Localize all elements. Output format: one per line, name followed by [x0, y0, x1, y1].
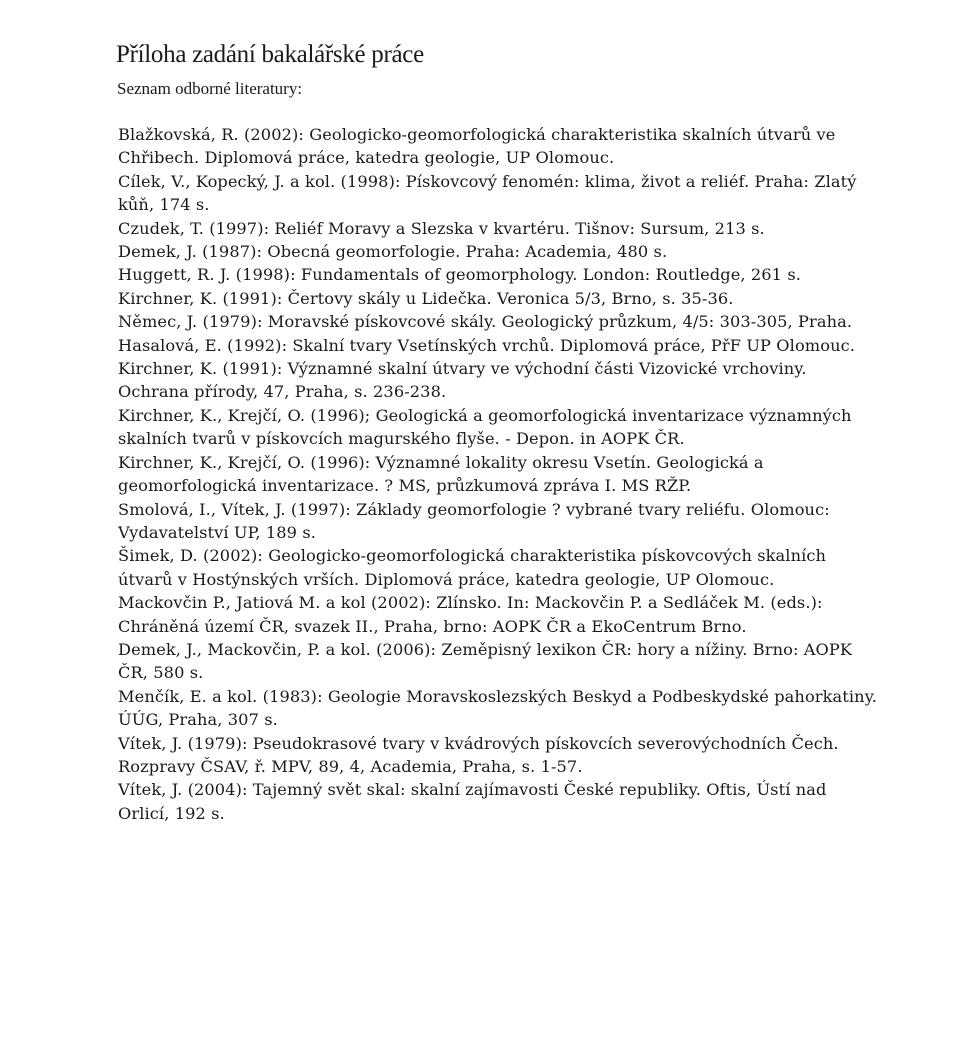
reference-item: Kirchner, K. (1991): Významné skalní útvary ve východní části Vizovické vrchoviny. Ochrana přírody, 47, Praha, s. 236-238. — [118, 359, 807, 402]
document-subtitle: Seznam odborné literatury: — [117, 79, 303, 98]
document-title: Příloha zadání bakalářské práce — [116, 41, 424, 68]
reference-item: Kirchner, K. (1991): Čertovy skály u Lidečka. Veronica 5/3, Brno, s. 35-36. — [118, 288, 734, 308]
reference-item: Huggett, R. J. (1998): Fundamentals of geomorphology. London: Routledge, 261 s. — [118, 265, 801, 285]
reference-item: Czudek, T. (1997): Reliéf Moravy a Slezska v kvartéru. Tišnov: Sursum, 213 s. — [118, 218, 765, 238]
reference-item: Cílek, V., Kopecký, J. a kol. (1998): Pískovcový fenomén: klima, život a reliéf. Praha: Zlatý kůň, 174 s. — [118, 171, 857, 215]
reference-item: Němec, J. (1979): Moravské pískovcové skály. Geologický průzkum, 4/5: 303-305, Praha. — [118, 312, 853, 332]
reference-item: Demek, J. (1987): Obecná geomorfologie. Praha: Academia, 480 s. — [118, 242, 668, 262]
reference-item: Kirchner, K., Krejčí, O. (1996); Geologická a geomorfologická inventarizace významných skalních tvarů v pískovcích magurského flyše. - Depon. in AOPK ČR. — [118, 405, 852, 449]
reference-item: Blažkovská, R. (2002): Geologicko-geomorfologická charakteristika skalních útvarů ve Chřibech. Diplomová práce, katedra geologie, UP Olomouc. — [118, 125, 836, 168]
reference-item: Demek, J., Mackovčin, P. a kol. (2006): Zeměpisný lexikon ČR: hory a nížiny. Brno: AOPK ČR, 580 s. — [118, 639, 853, 683]
reference-item: Menčík, E. a kol. (1983): Geologie Moravskoslezských Beskyd a Podbeskydské pahorkatiny. ÚÚG, Praha, 307 s. — [118, 686, 878, 730]
reference-item: Smolová, I., Vítek, J. (1997): Základy geomorfologie ? vybrané tvary reliéfu. Olomouc: Vydavatelství UP, 189 s. — [118, 499, 830, 542]
reference-item: Mackovčin P., Jatiová M. a kol (2002): Zlínsko. In: Mackovčin P. a Sedláček M. (eds.): Chráněná území ČR, svazek II., Praha, brno: AOPK ČR a EkoCentrum Brno. — [118, 593, 823, 636]
reference-item: Šimek, D. (2002): Geologicko-geomorfologická charakteristika pískovcových skalních útvarů v Hostýnských vrších. Diplomová práce, katedra geologie, UP Olomouc. — [118, 546, 827, 589]
reference-item: Hasalová, E. (1992): Skalní tvary Vsetínských vrchů. Diplomová práce, PřF UP Olomouc. — [118, 335, 856, 355]
reference-list — [118, 123, 878, 825]
reference-item: Kirchner, K., Krejčí, O. (1996): Významné lokality okresu Vsetín. Geologická a geomorfologická inventarizace. ? MS, průzkumová zpráva I. MS RŽP. — [118, 452, 764, 496]
reference-item: Vítek, J. (2004): Tajemný svět skal: skalní zajímavosti České republiky. Oftis, Ústí nad Orlicí, 192 s. — [118, 780, 827, 823]
reference-item: Vítek, J. (1979): Pseudokrasové tvary v kvádrových pískovcích severovýchodních Čech. Rozpravy ČSAV, ř. MPV, 89, 4, Academia, Praha, s. 1-57. — [118, 733, 839, 776]
